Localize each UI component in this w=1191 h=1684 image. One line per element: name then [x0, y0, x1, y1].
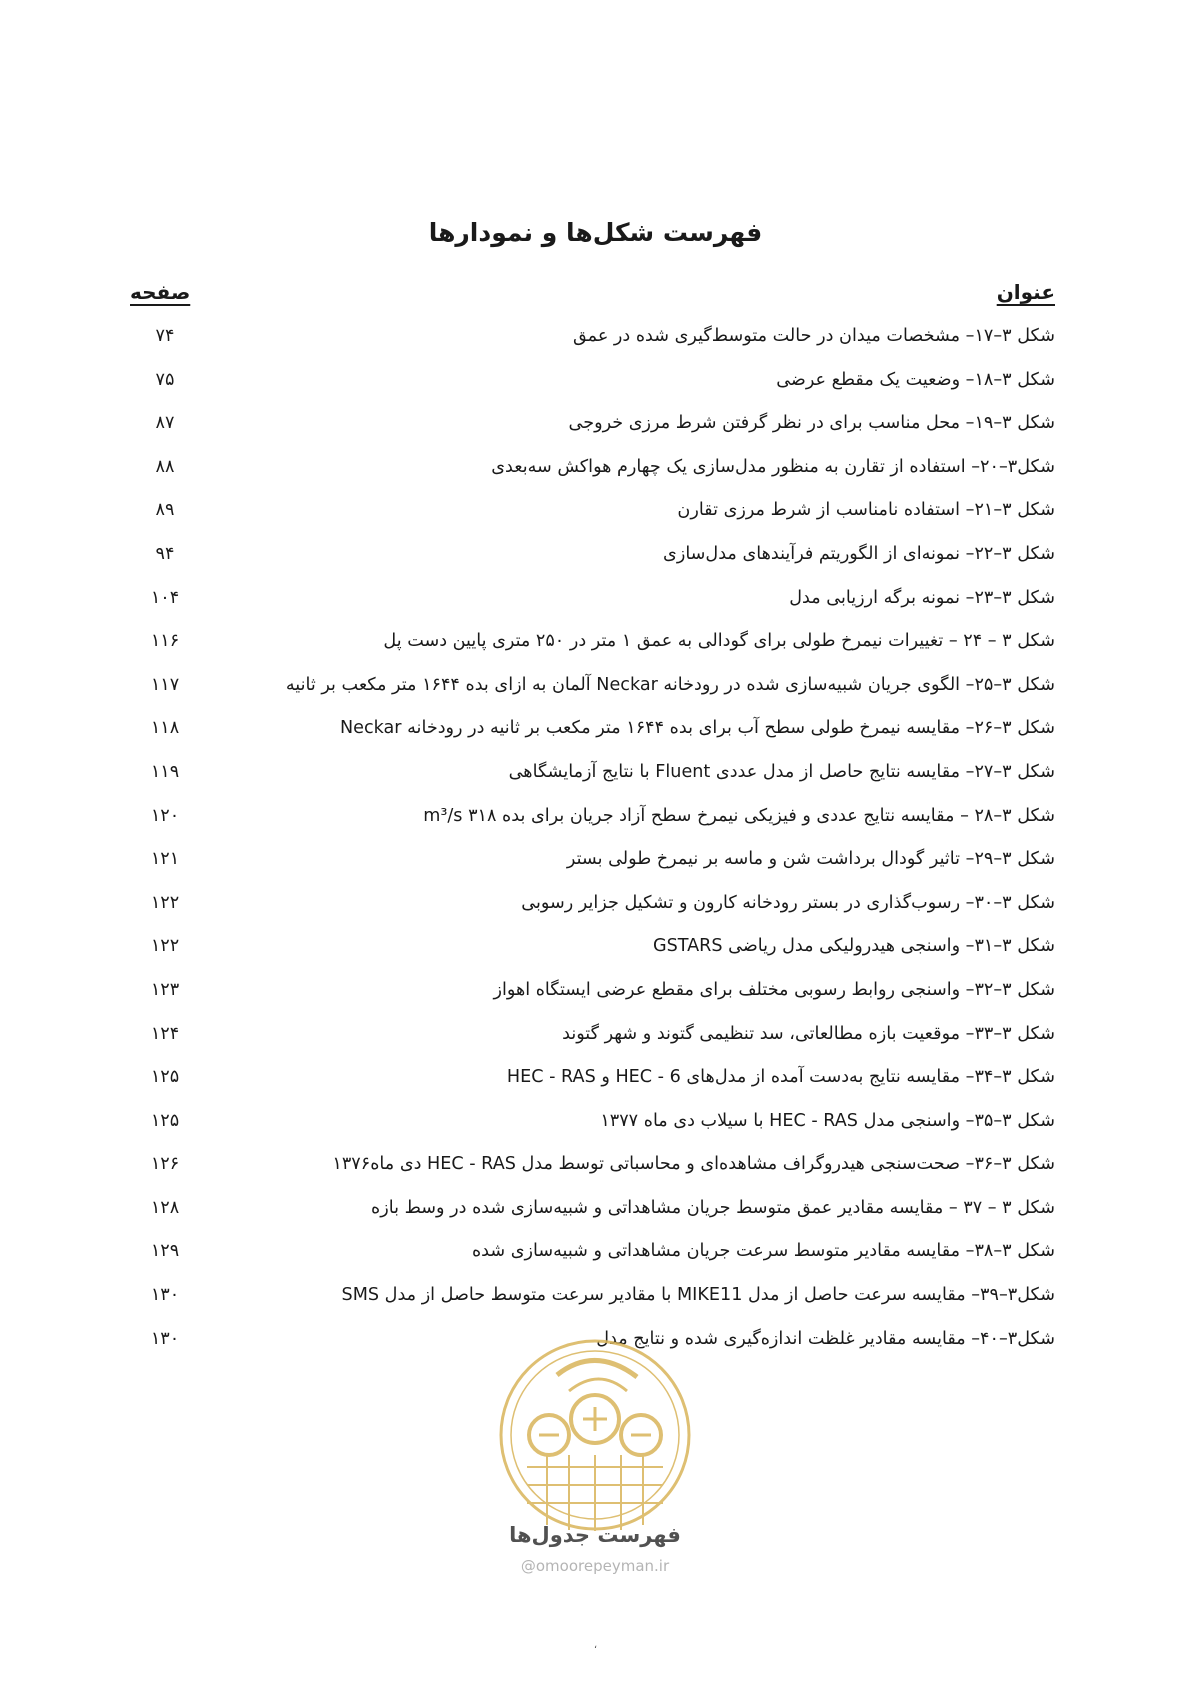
figure-title: شکل ۳–۲۲– نمونه‌ای از الگوریتم فرآیندهای مدل‌سازی: [663, 543, 1055, 564]
page-number: ۱۱۹: [150, 761, 180, 782]
toc-row: [0, 538, 1191, 582]
toc-row: [0, 1105, 1191, 1149]
page-number: ۱۲۹: [150, 1241, 180, 1262]
figure-title: شکل۳–۳۹– مقایسه سرعت حاصل از مدل MIKE11 با مقادیر سرعت متوسط حاصل از مدل SMS: [341, 1285, 1055, 1306]
toc-row: [0, 320, 1191, 364]
figure-title: شکل۳–۲۰– استفاده از تقارن به منظور مدل‌سازی یک چهارم هواکش سه‌بعدی: [491, 456, 1055, 477]
page-number: ۱۲۶: [150, 1154, 180, 1175]
figure-title: شکل ۳–۱۸– وضعیت یک مقطع عرضی: [776, 369, 1055, 390]
watermark: [487, 1335, 703, 1585]
page-number: ۱۱۷: [150, 674, 180, 695]
toc-row: [0, 712, 1191, 756]
figure-title: شکل ۳–۳۴– مقایسه نتایج به‌دست آمده از مدل‌های HEC - 6 و HEC - RAS: [506, 1067, 1055, 1088]
toc-row: [0, 407, 1191, 451]
toc-row: [0, 1018, 1191, 1062]
page-number: ۹۴: [155, 543, 175, 564]
figure-list: [0, 320, 1191, 1366]
figure-title: شکل ۳–۳۲– واسنجی روابط رسوبی مختلف برای مقطع عرضی ایستگاه اهواز: [493, 979, 1055, 1000]
figure-title: شکل ۳–۳۵– واسنجی مدل HEC - RAS با سیلاب دی ماه ۱۳۷۷: [600, 1110, 1055, 1131]
toc-row: [0, 887, 1191, 931]
page-number: ۱۲۲: [150, 892, 180, 913]
page-number: ۱۱۸: [150, 718, 180, 739]
seal-logo-icon: [487, 1335, 703, 1535]
figure-title: شکل ۳–۳۱– واسنجی هیدرولیکی مدل ریاضی GSTARS: [652, 936, 1055, 957]
page-number: ۷۴: [155, 326, 175, 346]
page-number: ۱۲۳: [150, 979, 180, 1000]
figure-title: شکل ۳–۱۹– محل مناسب برای در نظر گرفتن شرط مرزی خروجی: [568, 413, 1055, 434]
toc-row: [0, 451, 1191, 495]
page-number: ۱۱۶: [150, 631, 180, 652]
figure-title: شکل ۳–۱۷– مشخصات میدان در حالت متوسط‌گیری شده در عمق: [572, 326, 1055, 346]
toc-row: [0, 364, 1191, 408]
figure-title: شکل۳–۴۰– مقایسه مقادیر غلظت اندازه‌گیری شده و نتایج مدل: [596, 1328, 1055, 1349]
toc-row: [0, 843, 1191, 887]
toc-row: [0, 974, 1191, 1018]
toc-row: [0, 1148, 1191, 1192]
page-number: ۱۳۰: [150, 1285, 180, 1306]
watermark-url: @omoorepeyman.ir: [520, 1557, 670, 1575]
watermark-caption: فهرست جدول‌ها: [509, 1523, 681, 1547]
page-number: ۱۲۲: [150, 936, 180, 957]
toc-row: [0, 1235, 1191, 1279]
page-number: ۸۸: [155, 456, 175, 477]
title-column-header: عنوان: [996, 280, 1055, 304]
page-number: ۱۲۴: [150, 1023, 180, 1044]
figure-title: شکل ۳–۲۱– استفاده نامناسب از شرط مرزی تقارن: [677, 500, 1055, 521]
figure-title: شکل ۳–۳۳– موقعیت بازه مطالعاتی، سد تنظیمی گتوند و شهر گتوند: [562, 1023, 1055, 1044]
page-number: ۱۰۴: [150, 587, 180, 608]
figure-title: شکل ۳–۲۹– تاثیر گودال برداشت شن و ماسه بر نیمرخ طولی بستر: [566, 849, 1055, 870]
figure-title: شکل ۳–۳۸– مقایسه مقادیر متوسط سرعت جریان مشاهداتی و شبیه‌سازی شده: [471, 1241, 1055, 1262]
toc-row: [0, 1279, 1191, 1323]
page-number: ۱۲۱: [150, 849, 180, 870]
page-number: ۸۹: [155, 500, 175, 521]
page-number: ۷۵: [155, 369, 175, 390]
figure-title: شکل ۳–۳۶– صحت‌سنجی هیدروگراف مشاهده‌ای و محاسباتی توسط مدل HEC - RAS دی ماه۱۳۷۶: [332, 1154, 1055, 1175]
page-column-header: صفحه: [130, 280, 191, 304]
page-title: فهرست شکل‌ها و نمودارها: [428, 218, 763, 247]
toc-row: [0, 669, 1191, 713]
toc-row: [0, 494, 1191, 538]
toc-row: [0, 582, 1191, 626]
page-number: ۱۲۰: [150, 805, 180, 826]
page-number: ۸۷: [155, 413, 175, 434]
figure-title: شکل ۳ – ۳۷ – مقایسه مقادیر عمق متوسط جریان مشاهداتی و شبیه‌سازی شده در وسط بازه: [371, 1197, 1055, 1218]
page-number: ۱۳۰: [150, 1328, 180, 1349]
page-number: ۱۲۸: [150, 1197, 180, 1218]
figure-title: شکل ۳–۲۳– نمونه برگه ارزیابی مدل: [789, 587, 1055, 608]
toc-row: [0, 800, 1191, 844]
figure-title: شکل ۳–۲۷– مقایسه نتایج حاصل از مدل عددی Fluent با نتایج آزمایشگاهی: [508, 761, 1055, 782]
toc-row: [0, 1061, 1191, 1105]
toc-row: [0, 930, 1191, 974]
figure-title: شکل ۳–۲۸ – مقایسه نتایج عددی و فیزیکی نیمرخ سطح آزاد جریان برای بده ۳۱۸ m³/s: [423, 805, 1055, 826]
page-number: ۱۲۵: [150, 1067, 180, 1088]
toc-row: [0, 756, 1191, 800]
page-marker: ،: [593, 1640, 598, 1651]
figure-title: شکل ۳ – ۲۴ – تغییرات نیمرخ طولی برای گودالی به عمق ۱ متر در ۲۵۰ متری پایین دست پل: [383, 631, 1055, 652]
toc-row: [0, 1192, 1191, 1236]
figure-title: شکل ۳–۲۶– مقایسه نیمرخ طولی سطح آب برای بده ۱۶۴۴ متر مکعب بر ثانیه در رودخانه Neckar: [339, 718, 1055, 739]
toc-row: [0, 625, 1191, 669]
figure-title: شکل ۳–۳۰– رسوب‌گذاری در بستر رودخانه کارون و تشکیل جزایر رسوبی: [521, 892, 1055, 913]
page-number: ۱۲۵: [150, 1110, 180, 1131]
figure-title: شکل ۳–۲۵– الگوی جریان شبیه‌سازی شده در رودخانه Neckar آلمان به ازای بده ۱۶۴۴ متر مکعب بر ثانیه: [285, 674, 1055, 695]
